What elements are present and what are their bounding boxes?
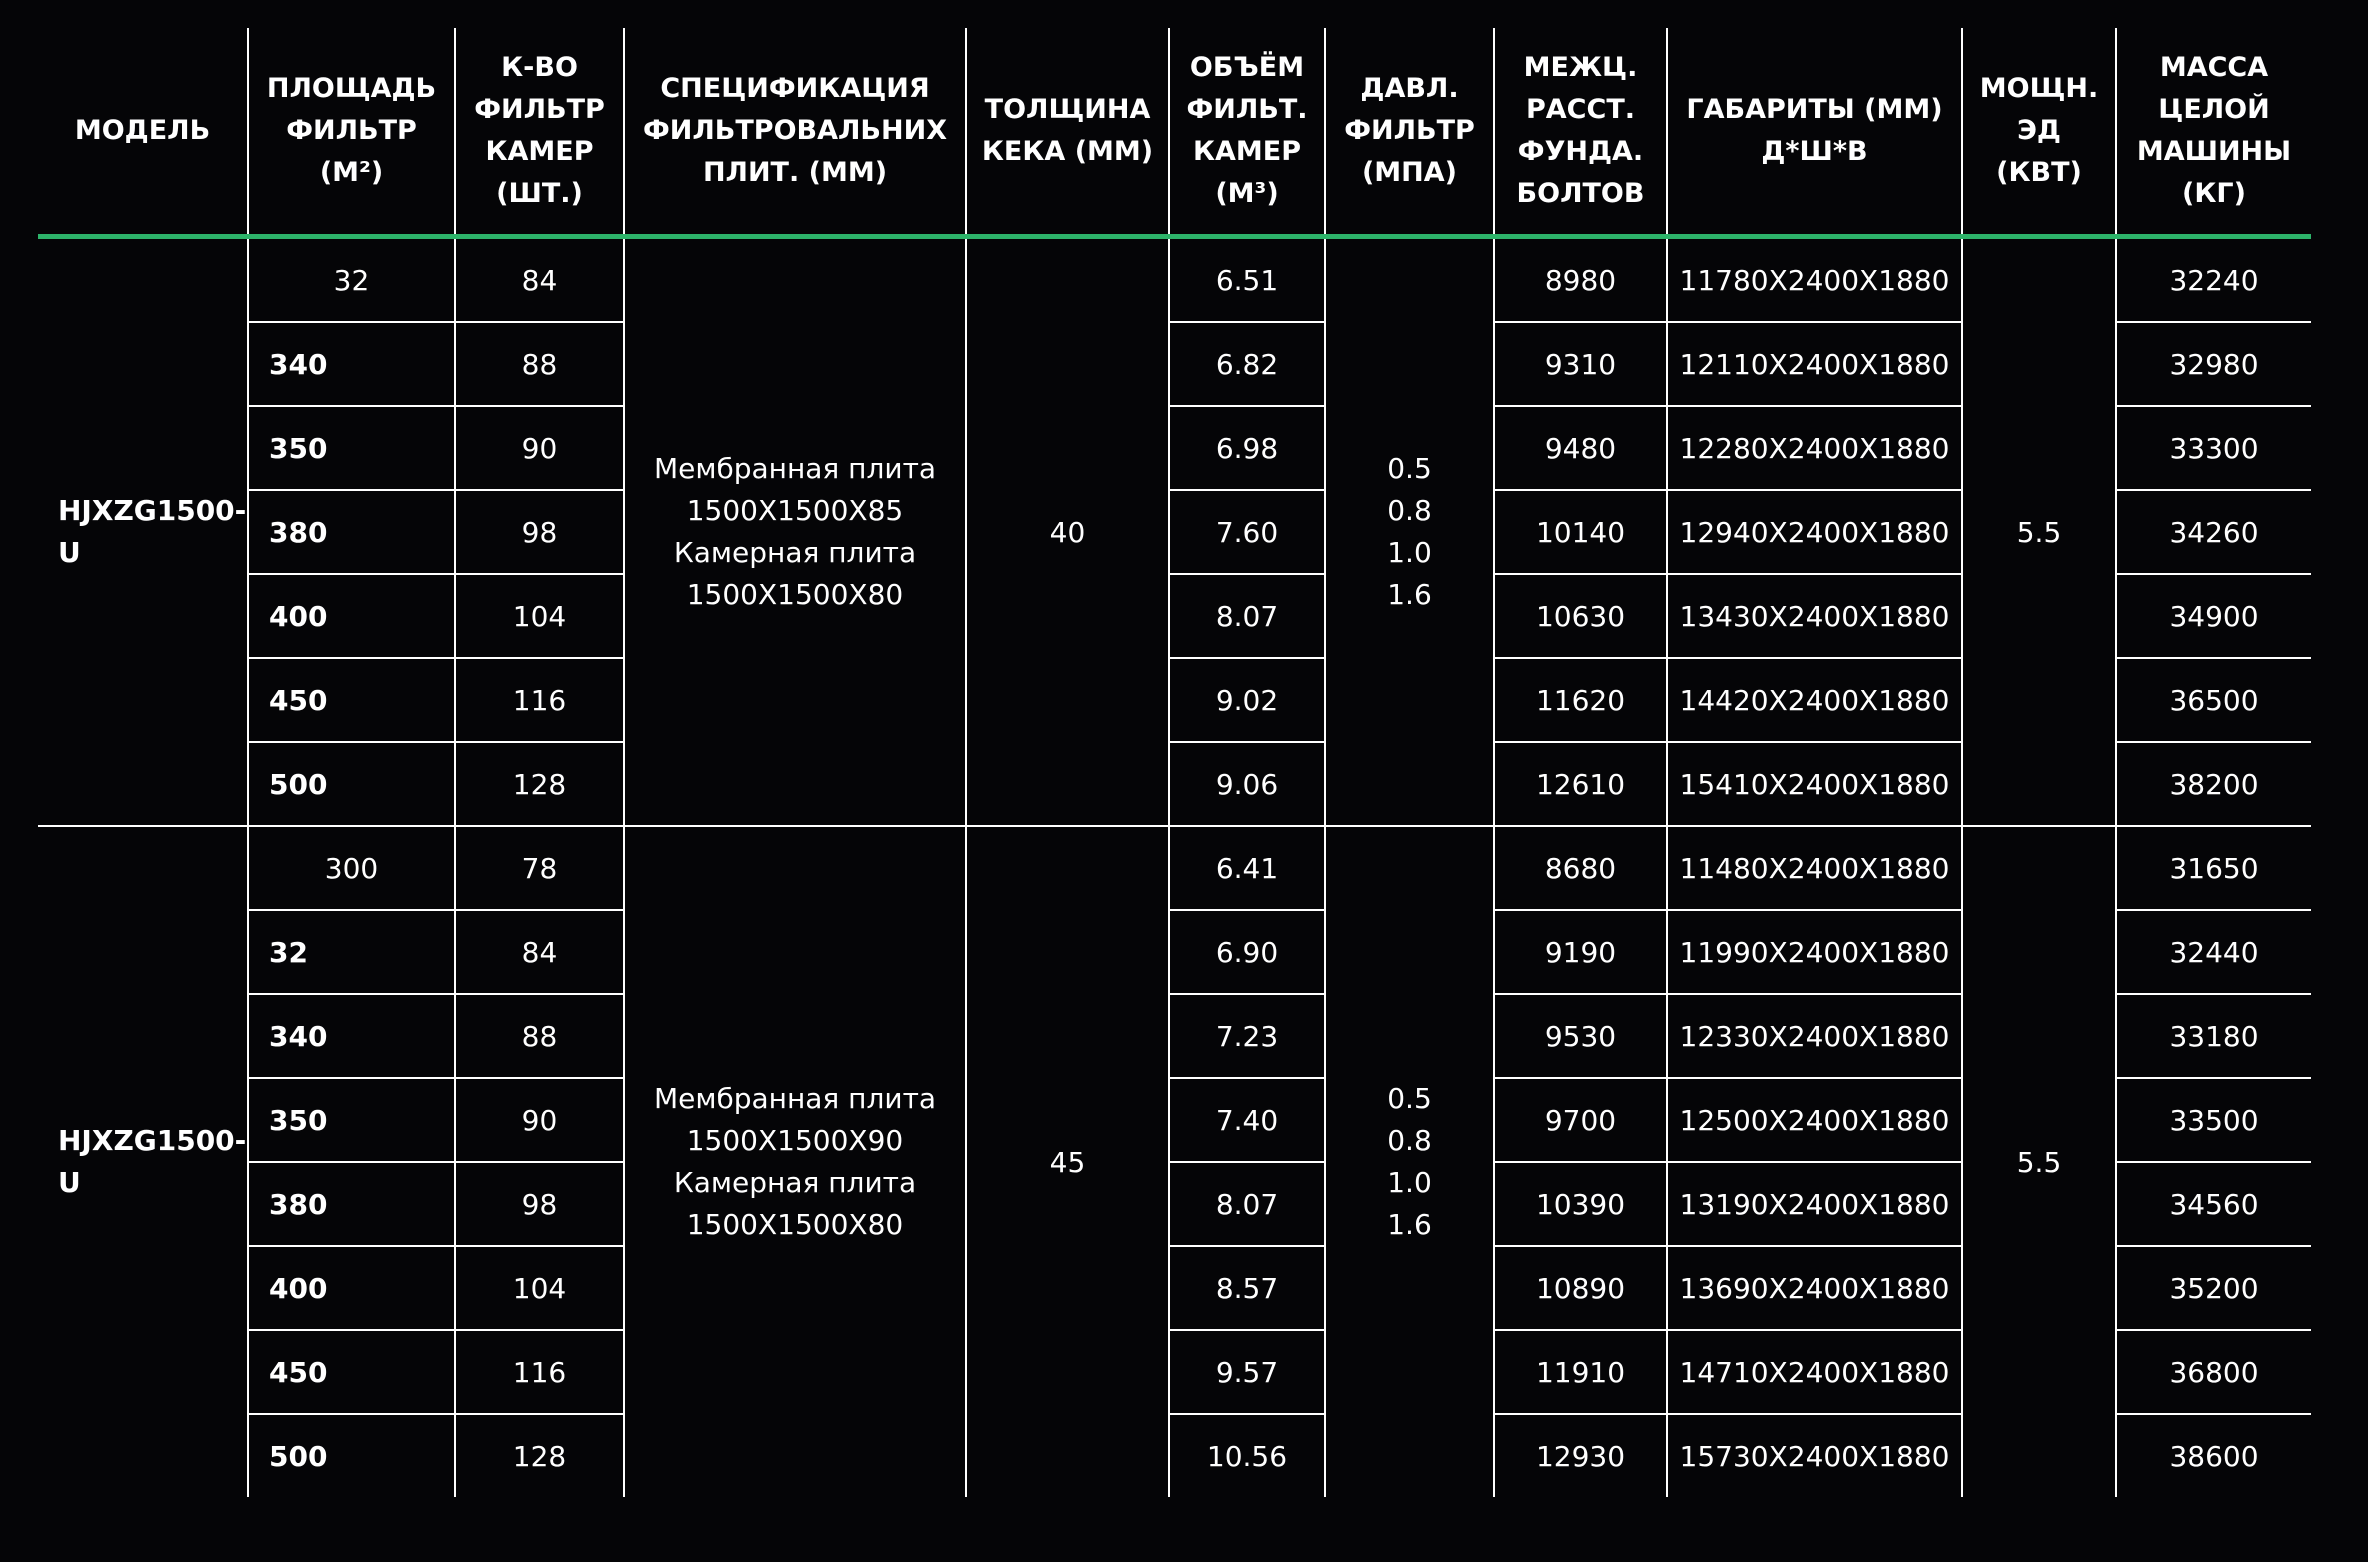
mass-cell: 32440 (2116, 910, 2311, 994)
chambers-cell: 104 (455, 574, 624, 658)
pressure-line: 0.8 (1387, 1124, 1432, 1157)
spec-table-container (38, 28, 2311, 1497)
plates-line: 1500X1500X80 (686, 1208, 904, 1241)
chambers-cell: 78 (455, 826, 624, 910)
header-plates: СПЕЦИФИКАЦИЯ ФИЛЬТРОВАЛЬНИХ ПЛИТ. (ММ) (624, 28, 966, 237)
pressure-line: 0.5 (1387, 452, 1432, 485)
pressure-line: 1.6 (1387, 578, 1432, 611)
bolts-cell: 9190 (1494, 910, 1667, 994)
header-dims: ГАБАРИТЫ (ММ) Д*Ш*В (1667, 28, 1962, 237)
power-cell: 5.5 (1962, 237, 2116, 827)
area-cell: 400 (248, 1246, 455, 1330)
area-cell: 350 (248, 1078, 455, 1162)
mass-cell: 31650 (2116, 826, 2311, 910)
dims-cell: 14420X2400X1880 (1667, 658, 1962, 742)
volume-cell: 6.41 (1169, 826, 1325, 910)
chambers-cell: 116 (455, 658, 624, 742)
volume-cell: 9.06 (1169, 742, 1325, 826)
bolts-cell: 10890 (1494, 1246, 1667, 1330)
mass-cell: 32240 (2116, 237, 2311, 323)
volume-cell: 6.90 (1169, 910, 1325, 994)
area-cell: 32 (248, 237, 455, 323)
bolts-cell: 11910 (1494, 1330, 1667, 1414)
chambers-cell: 90 (455, 406, 624, 490)
model-cell (38, 826, 248, 1497)
header-power: МОЩН. ЭД (КВТ) (1962, 28, 2116, 237)
chambers-cell: 84 (455, 237, 624, 323)
area-cell: 450 (248, 658, 455, 742)
dims-cell: 12330X2400X1880 (1667, 994, 1962, 1078)
power-cell: 5.5 (1962, 826, 2116, 1497)
chambers-cell: 88 (455, 322, 624, 406)
bolts-cell: 9310 (1494, 322, 1667, 406)
mass-cell: 34260 (2116, 490, 2311, 574)
table-header (38, 28, 2311, 237)
plates-cell (624, 826, 966, 1497)
model-cell (38, 237, 248, 827)
group-2 (38, 826, 2311, 1497)
dims-cell: 13690X2400X1880 (1667, 1246, 1962, 1330)
dims-cell: 11990X2400X1880 (1667, 910, 1962, 994)
cake-cell: 45 (966, 826, 1169, 1497)
pressure-line: 1.0 (1387, 536, 1432, 569)
area-cell: 350 (248, 406, 455, 490)
bolts-cell: 9530 (1494, 994, 1667, 1078)
header-model: МОДЕЛЬ (38, 28, 248, 237)
dims-cell: 11480X2400X1880 (1667, 826, 1962, 910)
chambers-cell: 116 (455, 1330, 624, 1414)
dims-cell: 15410X2400X1880 (1667, 742, 1962, 826)
chambers-cell: 98 (455, 490, 624, 574)
dims-cell: 13190X2400X1880 (1667, 1162, 1962, 1246)
area-cell: 32 (248, 910, 455, 994)
plates-line: Мембранная плита (653, 1082, 937, 1115)
bolts-cell: 12930 (1494, 1414, 1667, 1497)
table-row (38, 826, 2311, 910)
chambers-cell: 128 (455, 742, 624, 826)
area-cell: 380 (248, 490, 455, 574)
area-cell: 400 (248, 574, 455, 658)
plates-cell (624, 237, 966, 827)
dims-cell: 13430X2400X1880 (1667, 574, 1962, 658)
mass-cell: 33500 (2116, 1078, 2311, 1162)
volume-cell: 8.07 (1169, 1162, 1325, 1246)
mass-cell: 36800 (2116, 1330, 2311, 1414)
plates-line: Мембранная плита (653, 452, 937, 485)
plates-line: Камерная плита (673, 1166, 917, 1199)
chambers-cell: 128 (455, 1414, 624, 1497)
cake-cell: 40 (966, 237, 1169, 827)
volume-cell: 8.57 (1169, 1246, 1325, 1330)
volume-cell: 7.23 (1169, 994, 1325, 1078)
plates-line: Камерная плита (673, 536, 917, 569)
mass-cell: 34900 (2116, 574, 2311, 658)
pressure-cell (1325, 826, 1494, 1497)
volume-cell: 6.82 (1169, 322, 1325, 406)
dims-cell: 12280X2400X1880 (1667, 406, 1962, 490)
mass-cell: 38200 (2116, 742, 2311, 826)
dims-cell: 12500X2400X1880 (1667, 1078, 1962, 1162)
dims-cell: 11780X2400X1880 (1667, 237, 1962, 323)
volume-cell: 10.56 (1169, 1414, 1325, 1497)
pressure-line: 1.6 (1387, 1208, 1432, 1241)
dims-cell: 14710X2400X1880 (1667, 1330, 1962, 1414)
volume-cell: 8.07 (1169, 574, 1325, 658)
volume-cell: 6.98 (1169, 406, 1325, 490)
area-cell: 380 (248, 1162, 455, 1246)
dims-cell: 15730X2400X1880 (1667, 1414, 1962, 1497)
spec-table (38, 28, 2311, 1497)
area-cell: 500 (248, 1414, 455, 1497)
area-cell: 340 (248, 322, 455, 406)
mass-cell: 33180 (2116, 994, 2311, 1078)
mass-cell: 32980 (2116, 322, 2311, 406)
header-bolts: МЕЖЦ. РАССТ. ФУНДА. БОЛТОВ (1494, 28, 1667, 237)
area-cell: 300 (248, 826, 455, 910)
pressure-cell (1325, 237, 1494, 827)
area-cell: 340 (248, 994, 455, 1078)
bolts-cell: 11620 (1494, 658, 1667, 742)
bolts-cell: 10630 (1494, 574, 1667, 658)
header-pressure: ДАВЛ. ФИЛЬТР (МПА) (1325, 28, 1494, 237)
bolts-cell: 9480 (1494, 406, 1667, 490)
area-cell: 450 (248, 1330, 455, 1414)
volume-cell: 6.51 (1169, 237, 1325, 323)
plates-line: 1500X1500X85 (686, 494, 904, 527)
chambers-cell: 84 (455, 910, 624, 994)
plates-line: 1500X1500X90 (686, 1124, 904, 1157)
area-cell: 500 (248, 742, 455, 826)
table-row (38, 237, 2311, 323)
volume-cell: 7.60 (1169, 490, 1325, 574)
bolts-cell: 8980 (1494, 237, 1667, 323)
model-line: U (58, 536, 81, 569)
dims-cell: 12940X2400X1880 (1667, 490, 1962, 574)
header-chambers: К-ВО ФИЛЬТР КАМЕР (ШТ.) (455, 28, 624, 237)
header-area: ПЛОЩАДЬ ФИЛЬТР (М²) (248, 28, 455, 237)
volume-cell: 9.02 (1169, 658, 1325, 742)
bolts-cell: 8680 (1494, 826, 1667, 910)
mass-cell: 34560 (2116, 1162, 2311, 1246)
header-row (38, 28, 2311, 237)
header-volume: ОБЪЁМ ФИЛЬТ. КАМЕР (М³) (1169, 28, 1325, 237)
volume-cell: 9.57 (1169, 1330, 1325, 1414)
bolts-cell: 10140 (1494, 490, 1667, 574)
chambers-cell: 98 (455, 1162, 624, 1246)
bolts-cell: 12610 (1494, 742, 1667, 826)
bolts-cell: 10390 (1494, 1162, 1667, 1246)
model-line: U (58, 1166, 81, 1199)
chambers-cell: 90 (455, 1078, 624, 1162)
header-mass: МАССА ЦЕЛОЙ МАШИНЫ (КГ) (2116, 28, 2311, 237)
chambers-cell: 104 (455, 1246, 624, 1330)
dims-cell: 12110X2400X1880 (1667, 322, 1962, 406)
group-1 (38, 237, 2311, 827)
mass-cell: 33300 (2116, 406, 2311, 490)
volume-cell: 7.40 (1169, 1078, 1325, 1162)
chambers-cell: 88 (455, 994, 624, 1078)
pressure-line: 0.5 (1387, 1082, 1432, 1115)
model-line: HJXZG1500- (58, 1124, 247, 1157)
mass-cell: 38600 (2116, 1414, 2311, 1497)
plates-line: 1500X1500X80 (686, 578, 904, 611)
header-cake: ТОЛЩИНА КЕКА (ММ) (966, 28, 1169, 237)
model-line: HJXZG1500- (58, 494, 247, 527)
pressure-line: 0.8 (1387, 494, 1432, 527)
mass-cell: 35200 (2116, 1246, 2311, 1330)
pressure-line: 1.0 (1387, 1166, 1432, 1199)
bolts-cell: 9700 (1494, 1078, 1667, 1162)
mass-cell: 36500 (2116, 658, 2311, 742)
